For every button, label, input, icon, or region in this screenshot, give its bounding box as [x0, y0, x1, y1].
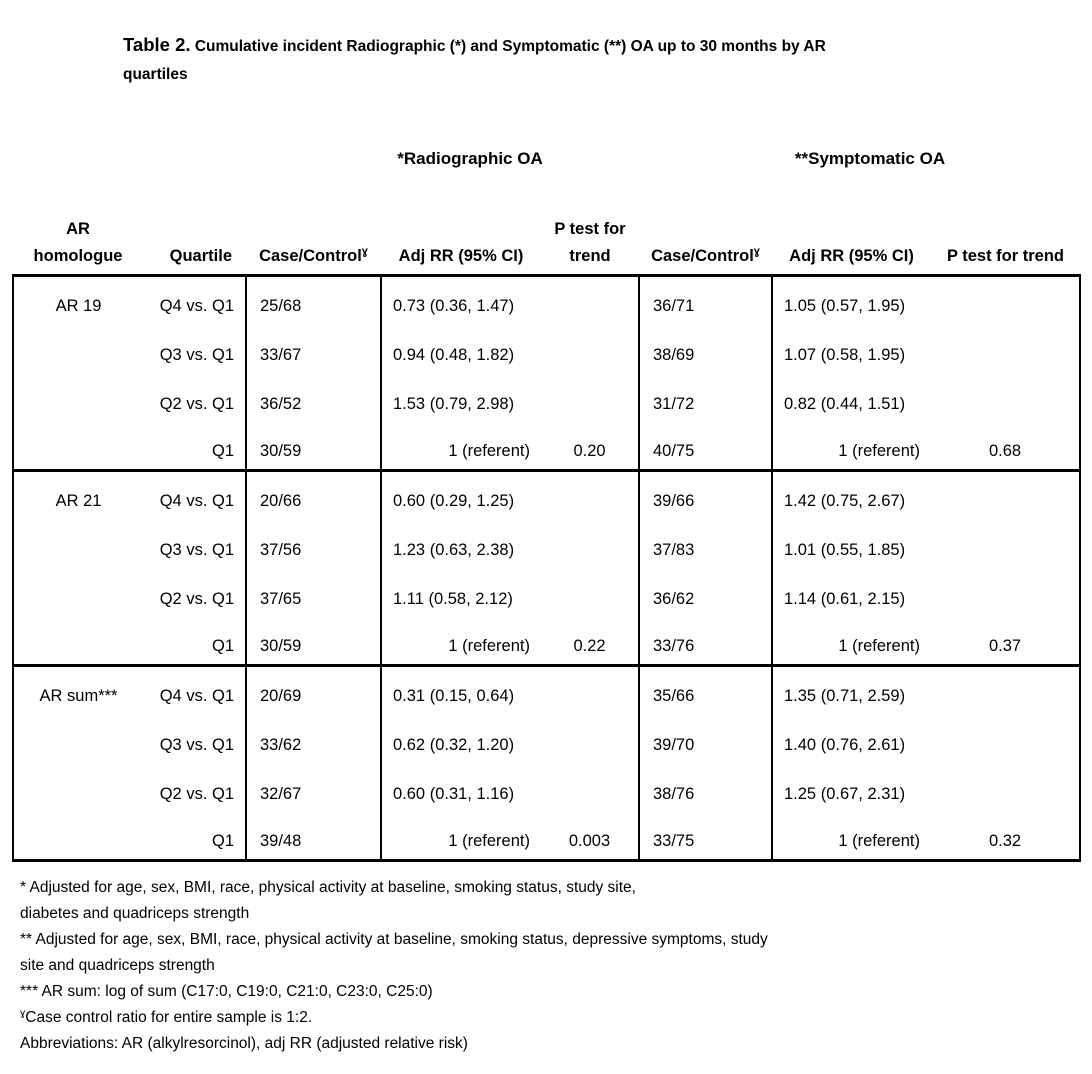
- cell-quartile: Q4 vs. Q1: [123, 276, 246, 325]
- cell-case-control-symptomatic: 39/66: [639, 471, 772, 520]
- cell-case-control-symptomatic: 31/72: [639, 373, 772, 422]
- cell-case-control-radiographic: 32/67: [246, 763, 381, 812]
- cell-adj-rr-symptomatic: 1 (referent): [838, 442, 920, 460]
- cell-adj-rr-symptomatic: 1 (referent): [838, 637, 920, 655]
- cell-adj-rr-radiographic: 1.23 (0.63, 2.38): [393, 541, 515, 559]
- cell-adj-rr-radiographic: 0.73 (0.36, 1.47): [381, 276, 541, 325]
- cell-p-trend-symptomatic: 0.32: [931, 812, 1080, 861]
- header-quartile: Quartile: [123, 216, 246, 276]
- cell-p-trend-symptomatic: [931, 373, 1080, 422]
- cell-case-control-radiographic: 30/59: [246, 422, 381, 471]
- cell-case-control-symptomatic: 37/83: [639, 519, 772, 568]
- cell-quartile: Q3 vs. Q1: [123, 714, 246, 763]
- gamma-superscript: ɣ: [753, 245, 760, 258]
- cell-case-control-radiographic: 37/65: [246, 568, 381, 617]
- results-table: [12, 216, 1081, 862]
- cell-p-trend-radiographic: [541, 568, 639, 617]
- cell-adj-rr-radiographic: 0.94 (0.48, 1.82): [393, 346, 515, 364]
- cell-p-trend-radiographic: [541, 519, 639, 568]
- cell-case-control-symptomatic: 38/76: [639, 763, 772, 812]
- cell-ar-homologue: [13, 568, 123, 617]
- cell-ar-homologue: [13, 763, 123, 812]
- cell-p-trend-symptomatic: [931, 276, 1080, 325]
- cell-adj-rr-radiographic: 1 (referent): [448, 637, 530, 655]
- footnote-line: site and quadriceps strength: [20, 957, 215, 974]
- cell-p-trend-symptomatic: [931, 471, 1080, 520]
- cell-ar-homologue: [13, 373, 123, 422]
- cell-quartile: Q1: [123, 422, 246, 471]
- table-row: [13, 812, 1080, 861]
- cell-case-control-symptomatic: 36/62: [639, 568, 772, 617]
- header-case-control-radiographic: Case/Control$^ɣ$: [246, 216, 381, 276]
- cell-adj-rr-symptomatic: 1.35 (0.71, 2.59): [772, 666, 931, 715]
- header-case-control-symptomatic: Case/Control$^ɣ$: [639, 216, 772, 276]
- footnote-line: diabetes and quadriceps strength: [20, 905, 250, 922]
- cell-quartile: Q2 vs. Q1: [123, 568, 246, 617]
- header-ar-homologue: AR homologue: [13, 216, 123, 276]
- cell-case-control-radiographic: 20/69: [246, 666, 381, 715]
- table-number: Table 2.: [123, 34, 191, 55]
- cell-ar-homologue: AR sum***: [13, 666, 123, 715]
- cell-case-control-radiographic: 30/59: [246, 617, 381, 666]
- table-row: [13, 276, 1080, 325]
- cell-p-trend-symptomatic: [931, 324, 1080, 373]
- cell-adj-rr-symptomatic: 1.05 (0.57, 1.95): [772, 276, 931, 325]
- cell-adj-rr-symptomatic: 0.82 (0.44, 1.51): [784, 394, 906, 413]
- cell-adj-rr-symptomatic: 1.25 (0.67, 2.31): [784, 784, 906, 803]
- cell-adj-rr-radiographic: 0.62 (0.32, 1.20): [393, 736, 515, 754]
- cell-adj-rr-radiographic: 0.31 (0.15, 0.64): [381, 666, 541, 715]
- cell-case-control-symptomatic: 35/66: [639, 666, 772, 715]
- cell-p-trend-radiographic: [541, 373, 639, 422]
- cell-p-trend-radiographic: [541, 666, 639, 715]
- table-row: [13, 763, 1080, 812]
- cell-ar-homologue: [13, 519, 123, 568]
- table-row: [13, 373, 1080, 422]
- results-table-container: [12, 216, 1081, 862]
- cell-quartile: Q1: [123, 617, 246, 666]
- cell-adj-rr-radiographic: 1 (referent): [448, 442, 530, 460]
- footnote-line: Abbreviations: AR (alkylresorcinol), adj RR (adjusted relative risk): [20, 1035, 468, 1052]
- cell-p-trend-radiographic: [541, 324, 639, 373]
- cell-quartile: Q4 vs. Q1: [123, 666, 246, 715]
- cell-quartile: Q2 vs. Q1: [123, 373, 246, 422]
- cell-adj-rr-radiographic: 0.60 (0.31, 1.16): [393, 784, 515, 803]
- table-caption-line2: quartiles: [123, 66, 188, 83]
- cell-quartile: Q3 vs. Q1: [123, 324, 246, 373]
- cell-case-control-symptomatic: 36/71: [639, 276, 772, 325]
- gamma-superscript: ɣ: [20, 1006, 26, 1019]
- cell-quartile: Q2 vs. Q1: [123, 763, 246, 812]
- cell-quartile: Q4 vs. Q1: [123, 471, 246, 520]
- group-header-symptomatic: **Symptomatic OA: [794, 149, 946, 168]
- cell-p-trend-radiographic: [541, 471, 639, 520]
- cell-case-control-symptomatic: 40/75: [639, 422, 772, 471]
- cell-ar-homologue: [13, 324, 123, 373]
- cell-case-control-radiographic: 25/68: [246, 276, 381, 325]
- table-body: [13, 276, 1080, 861]
- cell-p-trend-symptomatic: [931, 666, 1080, 715]
- cell-ar-homologue: [13, 714, 123, 763]
- cell-p-trend-radiographic: 0.003: [541, 812, 639, 861]
- cell-ar-homologue: [13, 812, 123, 861]
- cell-adj-rr-symptomatic: 1 (referent): [772, 812, 931, 861]
- cell-ar-homologue: AR 19: [13, 276, 123, 325]
- cell-p-trend-symptomatic: 0.37: [931, 617, 1080, 666]
- cell-p-trend-symptomatic: [931, 763, 1080, 812]
- table-row: [13, 617, 1080, 666]
- cell-quartile: Q1: [123, 812, 246, 861]
- cell-p-trend-symptomatic: [931, 568, 1080, 617]
- table-caption-line1: [123, 31, 953, 61]
- table-row: [13, 666, 1080, 715]
- cell-case-control-radiographic: 37/56: [246, 519, 381, 568]
- cell-adj-rr-radiographic: 1.11 (0.58, 2.12): [393, 589, 513, 608]
- cell-case-control-radiographic: 33/67: [246, 324, 381, 373]
- footnotes: [20, 875, 768, 1057]
- cell-case-control-radiographic: 36/52: [246, 373, 381, 422]
- cell-p-trend-radiographic: 0.20: [541, 422, 639, 471]
- table-row: [13, 324, 1080, 373]
- cell-case-control-symptomatic: 39/70: [639, 714, 772, 763]
- footnote-line: *** AR sum: log of sum (C17:0, C19:0, C21:0, C23:0, C25:0): [20, 983, 433, 1000]
- header-p-trend-symptomatic: P test for trend: [931, 216, 1080, 276]
- cell-case-control-symptomatic: 38/69: [639, 324, 772, 373]
- cell-case-control-radiographic: 39/48: [246, 812, 381, 861]
- table-caption: [123, 31, 953, 89]
- cell-adj-rr-radiographic: 0.60 (0.29, 1.25): [381, 471, 541, 520]
- cell-adj-rr-symptomatic: 1.14 (0.61, 2.15): [784, 589, 906, 608]
- cell-adj-rr-radiographic: 1.53 (0.79, 2.98): [393, 394, 515, 413]
- table-caption-text: Cumulative incident Radiographic (*) and Symptomatic (**) OA up to 30 months by AR: [190, 38, 826, 55]
- group-header-radiographic: *Radiographic OA: [397, 149, 543, 168]
- table-row: [13, 714, 1080, 763]
- gamma-superscript: ɣ: [361, 245, 368, 258]
- cell-ar-homologue: AR 21: [13, 471, 123, 520]
- footnote-line: * Adjusted for age, sex, BMI, race, physical activity at baseline, smoking status, study site,: [20, 879, 636, 896]
- cell-quartile: Q3 vs. Q1: [123, 519, 246, 568]
- cell-case-control-symptomatic: 33/76: [639, 617, 772, 666]
- header-p-trend-radiographic: P test for trend: [541, 216, 639, 276]
- cell-adj-rr-radiographic: 1 (referent): [381, 812, 541, 861]
- cell-ar-homologue: [13, 617, 123, 666]
- header-adj-rr-radiographic: Adj RR (95% CI): [381, 216, 541, 276]
- header-adj-rr-symptomatic: Adj RR (95% CI): [772, 216, 931, 276]
- table-row: [13, 422, 1080, 471]
- cell-p-trend-radiographic: 0.22: [541, 617, 639, 666]
- cell-adj-rr-symptomatic: 1.07 (0.58, 1.95): [784, 346, 906, 364]
- cell-ar-homologue: [13, 422, 123, 471]
- table-header: [13, 216, 1080, 276]
- cell-p-trend-symptomatic: 0.68: [931, 422, 1080, 471]
- table-row: [13, 471, 1080, 520]
- table-row: [13, 568, 1080, 617]
- cell-adj-rr-symptomatic: 1.01 (0.55, 1.85): [784, 541, 906, 559]
- footnote-line: ** Adjusted for age, sex, BMI, race, physical activity at baseline, smoking status, depressive symptoms, study: [20, 931, 768, 948]
- cell-p-trend-radiographic: [541, 714, 639, 763]
- cell-case-control-radiographic: 33/62: [246, 714, 381, 763]
- cell-case-control-radiographic: 20/66: [246, 471, 381, 520]
- cell-adj-rr-symptomatic: 1.40 (0.76, 2.61): [784, 736, 906, 754]
- cell-p-trend-radiographic: [541, 763, 639, 812]
- footnote-line: $^ɣ$Case control ratio for entire sample is 1:2.: [20, 1006, 313, 1026]
- table-row: [13, 519, 1080, 568]
- cell-case-control-symptomatic: 33/75: [639, 812, 772, 861]
- cell-p-trend-radiographic: [541, 276, 639, 325]
- cell-p-trend-symptomatic: [931, 714, 1080, 763]
- cell-p-trend-symptomatic: [931, 519, 1080, 568]
- cell-adj-rr-symptomatic: 1.42 (0.75, 2.67): [772, 471, 931, 520]
